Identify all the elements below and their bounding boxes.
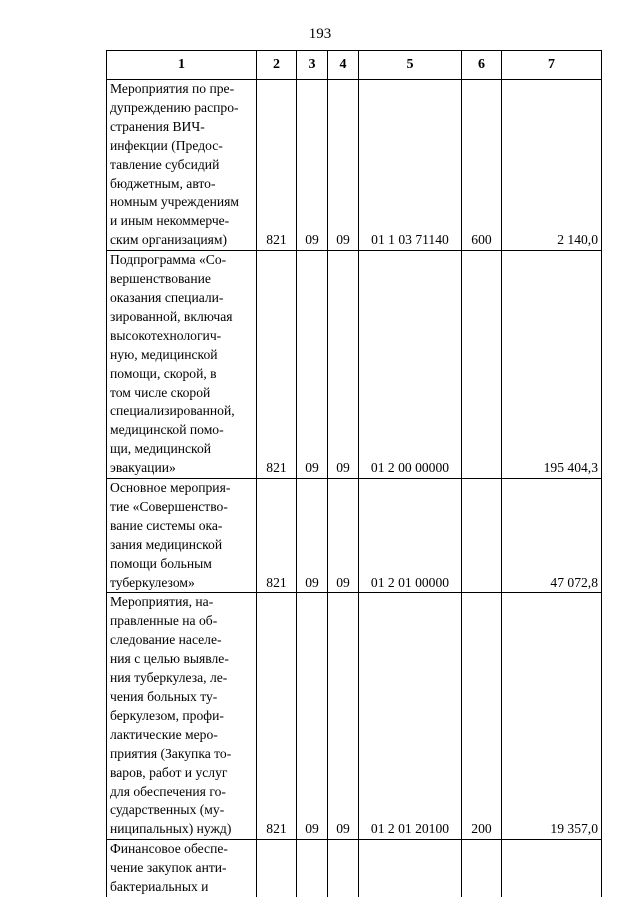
cell-col-2 xyxy=(257,840,297,897)
cell-col-4 xyxy=(328,840,359,897)
row-description: Подпрограмма «Со- вершенствование оказания специали- зированной, включая высокотехнологич- ную, медицинской помощи, скорой, в том числе скорой специализированной, медицинской помо- щи, медицинской эвакуации» xyxy=(107,251,257,479)
page-number: 193 xyxy=(308,26,332,42)
header-col-6: 6 xyxy=(462,51,502,80)
table-row xyxy=(107,80,602,251)
cell-col-3: 09 xyxy=(297,479,328,593)
cell-col-7 xyxy=(502,840,602,897)
header-col-7: 7 xyxy=(502,51,602,80)
table-row xyxy=(107,479,602,593)
cell-col-7: 195 404,3 xyxy=(502,251,602,479)
cell-col-5: 01 2 00 00000 xyxy=(359,251,462,479)
row-description: Мероприятия, на- правленные на об- следование населе- ния с целью выявле- ния туберкулеза, ле- чения больных ту- беркулезом, профи- лактические меро- приятия (Закупка то- варов, работ и услуг для обеспечения го- сударственных (му- ниципальных) нужд) xyxy=(107,593,257,840)
cell-col-5 xyxy=(359,840,462,897)
cell-col-2: 821 xyxy=(257,479,297,593)
cell-col-7: 2 140,0 xyxy=(502,80,602,251)
header-col-3: 3 xyxy=(297,51,328,80)
cell-col-6 xyxy=(462,840,502,897)
cell-col-3: 09 xyxy=(297,593,328,840)
row-description: Мероприятия по пре- дупреждению распро- странения ВИЧ- инфекции (Предос- тавление субсидий бюджетным, авто- номным учреждениям и иным некоммерче- ским организациям) xyxy=(107,80,257,251)
budget-table xyxy=(106,50,602,897)
cell-col-6: 200 xyxy=(462,593,502,840)
cell-col-5: 01 2 01 20100 xyxy=(359,593,462,840)
cell-col-4: 09 xyxy=(328,479,359,593)
cell-col-6 xyxy=(462,251,502,479)
header-col-1: 1 xyxy=(107,51,257,80)
cell-col-6 xyxy=(462,479,502,593)
row-description: Основное мероприя- тие «Совершенство- вание системы ока- зания медицинской помощи больным туберкулезом» xyxy=(107,479,257,593)
cell-col-7: 19 357,0 xyxy=(502,593,602,840)
cell-col-3: 09 xyxy=(297,251,328,479)
cell-col-3 xyxy=(297,840,328,897)
cell-col-6: 600 xyxy=(462,80,502,251)
cell-col-5: 01 2 01 00000 xyxy=(359,479,462,593)
cell-col-5: 01 1 03 71140 xyxy=(359,80,462,251)
cell-col-4: 09 xyxy=(328,80,359,251)
row-description: Финансовое обеспе- чение закупок анти- бактериальных и xyxy=(107,840,257,897)
cell-col-4: 09 xyxy=(328,251,359,479)
table-row xyxy=(107,251,602,479)
cell-col-7: 47 072,8 xyxy=(502,479,602,593)
cell-col-3: 09 xyxy=(297,80,328,251)
header-col-2: 2 xyxy=(257,51,297,80)
table-header-row xyxy=(107,51,602,80)
header-col-5: 5 xyxy=(359,51,462,80)
table-row xyxy=(107,840,602,897)
cell-col-4: 09 xyxy=(328,593,359,840)
header-col-4: 4 xyxy=(328,51,359,80)
cell-col-2: 821 xyxy=(257,593,297,840)
cell-col-2: 821 xyxy=(257,251,297,479)
cell-col-2: 821 xyxy=(257,80,297,251)
table-row xyxy=(107,593,602,840)
